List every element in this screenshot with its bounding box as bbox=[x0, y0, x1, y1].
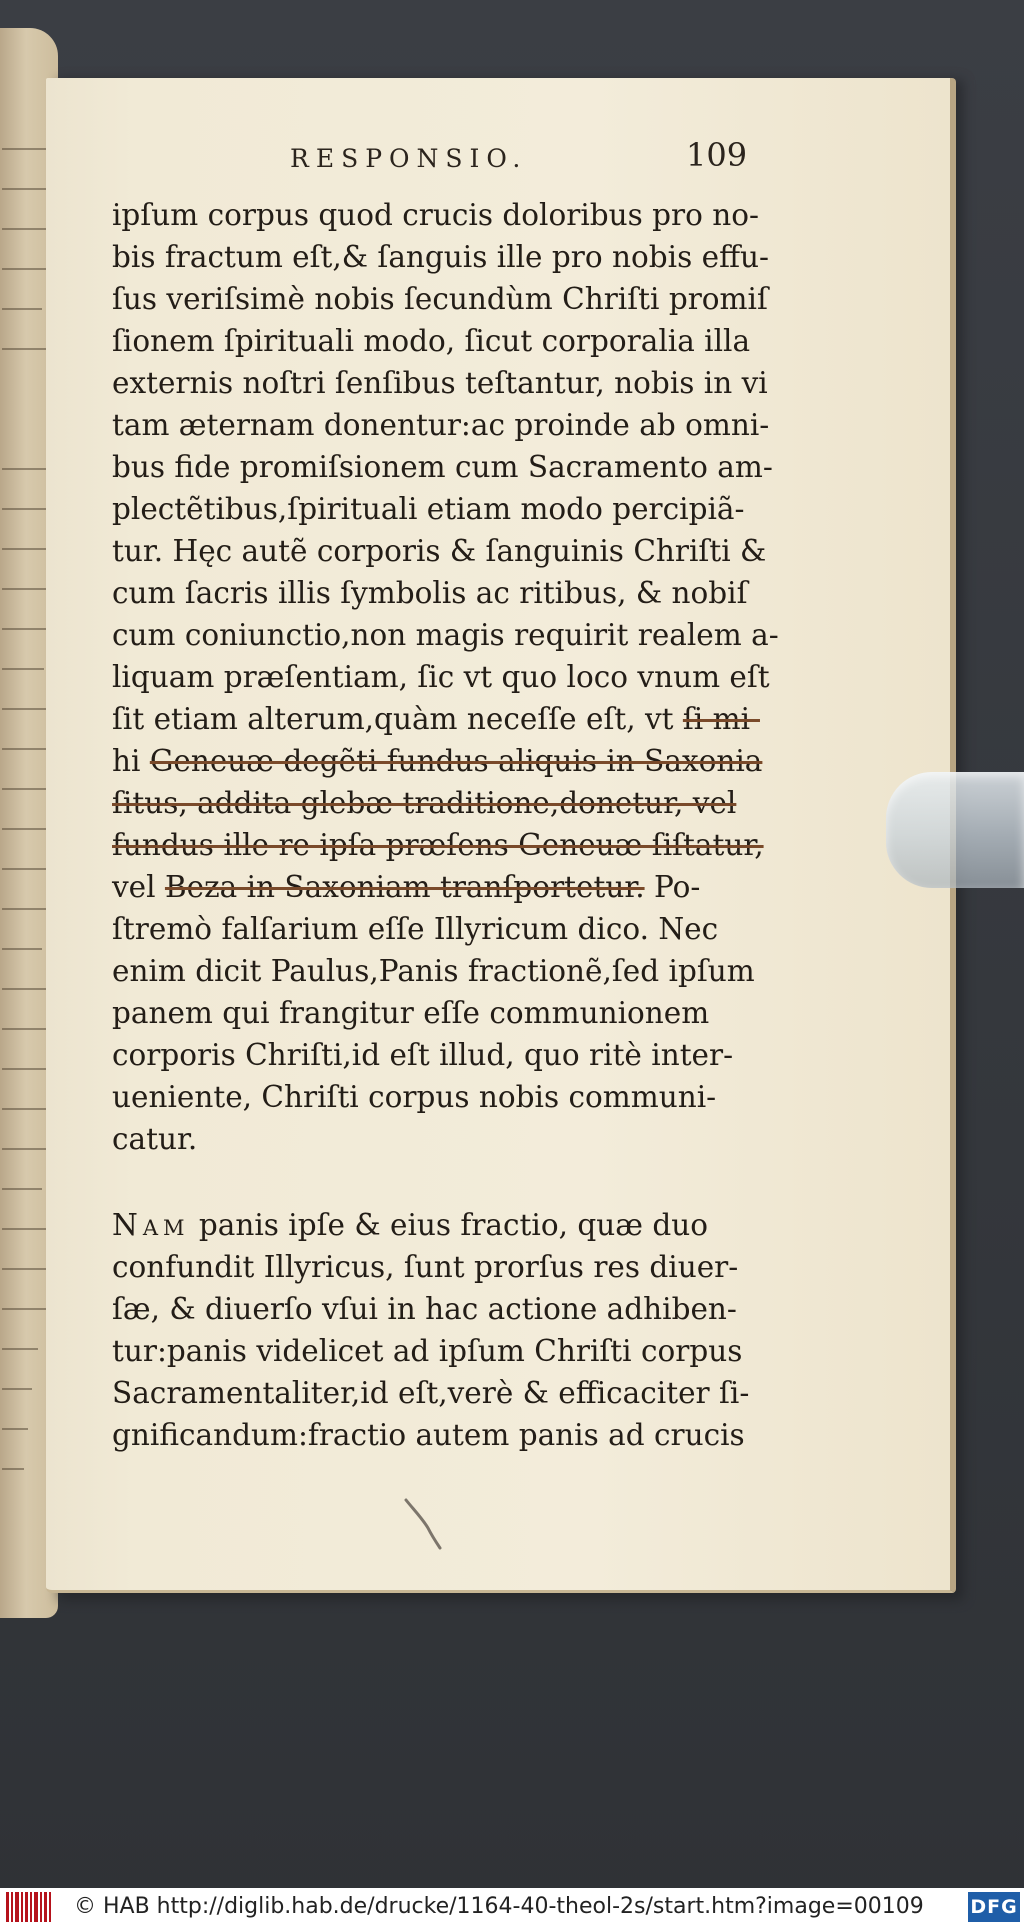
struck-text: fundus ille re ipſa præſens Geneuæ ſiſtatur, bbox=[112, 828, 764, 862]
text-line bbox=[112, 782, 812, 824]
text-line bbox=[112, 530, 812, 572]
text-line bbox=[112, 698, 812, 740]
text-line bbox=[112, 278, 812, 320]
text-line-segment: panem qui frangitur eſſe communionem bbox=[112, 996, 710, 1030]
text-line bbox=[112, 1034, 812, 1076]
text-line-segment: hi bbox=[112, 744, 150, 778]
text-line bbox=[112, 656, 812, 698]
text-line-segment: tur. Hęc autẽ corporis & ſanguinis Chriſti & bbox=[112, 534, 767, 568]
text-line-segment: ſus veriſsimè nobis ſecundùm Chriſti promiſ bbox=[112, 282, 768, 316]
text-line bbox=[112, 1204, 812, 1246]
text-line bbox=[112, 404, 812, 446]
struck-text: Beza in Saxoniam tranſportetur. bbox=[164, 870, 645, 904]
page-clip bbox=[886, 772, 1024, 888]
text-line bbox=[112, 614, 812, 656]
body-text bbox=[112, 194, 812, 1456]
text-line-segment: catur. bbox=[112, 1122, 198, 1156]
pencil-mark bbox=[404, 1498, 444, 1550]
text-line-segment: Po- bbox=[644, 870, 701, 904]
text-line bbox=[112, 908, 812, 950]
paragraph-1 bbox=[112, 194, 812, 1160]
text-line-segment: corporis Chriſti,id eſt illud, quo ritè inter- bbox=[112, 1038, 734, 1072]
footer-bar bbox=[0, 1888, 1024, 1925]
text-line-segment: ſtremò falſarium eſſe Illyricum dico. Nec bbox=[112, 912, 719, 946]
text-line-segment: cum coniunctio,non magis requirit realem a- bbox=[112, 618, 779, 652]
text-line-segment: enim dicit Paulus,Panis fractionẽ,ſed ipſum bbox=[112, 954, 755, 988]
text-line-segment: bis fractum eſt,& ſanguis ille pro nobis effu- bbox=[112, 240, 769, 274]
text-line-segment: externis noſtri ſenſibus teſtantur, nobis in vi bbox=[112, 366, 768, 400]
text-line: gnificandum:fractio autem panis ad crucis bbox=[112, 1418, 745, 1452]
text-line-segment: bus fide promiſsionem cum Sacramento am- bbox=[112, 450, 773, 484]
hab-barcode-logo-icon bbox=[6, 1892, 52, 1922]
text-line bbox=[112, 1076, 812, 1118]
text-line-segment: cum ſacris illis ſymbolis ac ritibus, & nobiſ bbox=[112, 576, 748, 610]
text-line bbox=[112, 950, 812, 992]
text-line-segment: ipſum corpus quod crucis doloribus pro no- bbox=[112, 198, 759, 232]
text-line bbox=[112, 320, 812, 362]
struck-text: ſitus, addita glebæ traditione,donetur, vel bbox=[112, 786, 737, 820]
running-head: RESPONSIO. bbox=[290, 144, 528, 173]
text-line bbox=[112, 992, 812, 1034]
text-line: Sacramentaliter,id eſt,verè & efficaciter ſi- bbox=[112, 1376, 750, 1410]
book-page bbox=[46, 78, 956, 1593]
text-line bbox=[112, 824, 812, 866]
struck-text: ſi mi- bbox=[682, 702, 760, 736]
text-line bbox=[112, 866, 812, 908]
text-line: ſæ, & diuerſo vſui in hac actione adhiben- bbox=[112, 1292, 737, 1326]
text-line bbox=[112, 194, 812, 236]
text-line bbox=[112, 488, 812, 530]
drop-initial: Nam bbox=[112, 1208, 190, 1242]
text-line-segment: plectẽtibus,ſpirituali etiam modo percipiã- bbox=[112, 492, 745, 526]
text-line-segment: ſit etiam alterum,quàm neceſſe eſt, vt bbox=[112, 702, 683, 736]
text-line-segment: ſionem ſpirituali modo, ſicut corporalia illa bbox=[112, 324, 751, 358]
text-line bbox=[112, 1118, 812, 1160]
text-line-segment: ueniente, Chriſti corpus nobis communi- bbox=[112, 1080, 717, 1114]
paragraph-2 bbox=[112, 1204, 812, 1456]
struck-text: Geneuæ degẽti fundus aliquis in Saxonia bbox=[149, 744, 763, 778]
text-line-segment: tam æternam donentur:ac proinde ab omni- bbox=[112, 408, 770, 442]
text-line bbox=[112, 740, 812, 782]
text-line bbox=[112, 446, 812, 488]
text-line bbox=[112, 362, 812, 404]
text-line-segment: panis ipſe & eius fractio, quæ duo bbox=[189, 1208, 708, 1242]
page-number: 109 bbox=[686, 136, 748, 174]
text-line bbox=[112, 572, 812, 614]
text-line: tur:panis videlicet ad ipſum Chriſti corpus bbox=[112, 1334, 743, 1368]
text-line: confundit Illyricus, ſunt prorſus res diuer- bbox=[112, 1250, 739, 1284]
text-line-segment: liquam præſentiam, ſic vt quo loco vnum eſt bbox=[112, 660, 770, 694]
text-line-segment: vel bbox=[112, 870, 165, 904]
text-line bbox=[112, 236, 812, 278]
dfg-logo-icon: DFG bbox=[968, 1892, 1020, 1922]
copyright-credit: © HAB http://diglib.hab.de/drucke/1164-40-theol-2s/start.htm?image=00109 bbox=[74, 1894, 924, 1919]
